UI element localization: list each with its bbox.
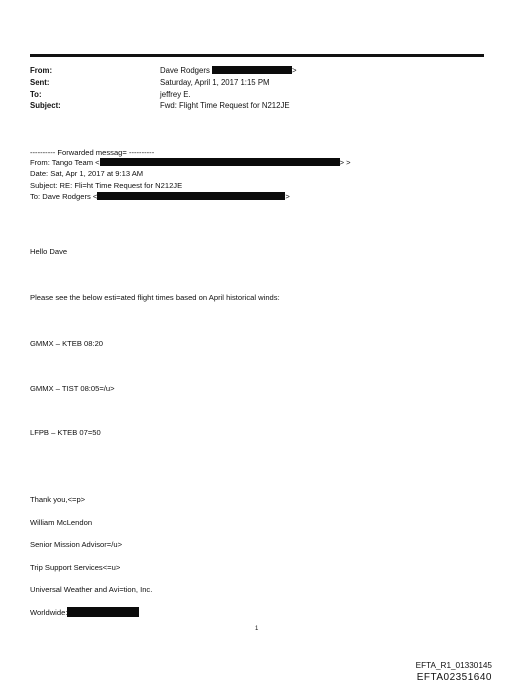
page-number: 1: [255, 626, 259, 632]
worldwide-line: Worldwide:: [30, 607, 139, 618]
sent-value: Saturday, April 1, 2017 1:15 PM: [160, 78, 270, 87]
redaction-bar: [212, 66, 292, 74]
route-1: GMMX – KTEB 08:20: [30, 339, 104, 348]
forward-to: To: Dave Rodgers < >: [30, 192, 290, 201]
header-rule: [30, 54, 484, 57]
forward-divider: ---------- Forwarded messag= ----------: [30, 148, 155, 157]
forward-date: Date: Sat, Apr 1, 2017 at 9:13 AM: [30, 169, 144, 178]
forward-from: From: Tango Team < > >: [30, 158, 351, 167]
thanks-line: Thank you,<=p>: [30, 495, 86, 504]
from-value: Dave Rodgers >: [160, 66, 297, 75]
redaction-bar: [67, 607, 139, 617]
intro-text: Please see the below esti=ated flight times based on April historical winds:: [30, 293, 280, 302]
footer-id-2: EFTA02351640: [416, 672, 492, 683]
to-value: jeffrey E.: [160, 90, 191, 99]
to-label: To:: [30, 90, 42, 99]
signature-name: William McLendon: [30, 518, 93, 527]
sent-label: Sent:: [30, 78, 50, 87]
greeting: Hello Dave: [30, 247, 68, 256]
redaction-bar: [97, 192, 285, 200]
redaction-bar: [100, 158, 340, 166]
footer-id-1: EFTA_R1_01330145: [415, 661, 492, 670]
signature-company: Universal Weather and Avi=tion, Inc.: [30, 585, 153, 594]
forward-subject: Subject: RE: Fli=ht Time Request for N212JE: [30, 181, 183, 190]
subject-value: Fwd: Flight Time Request for N212JE: [160, 101, 290, 110]
from-label: From:: [30, 66, 53, 75]
signature-title: Senior Mission Advisor=/u>: [30, 540, 123, 549]
route-3: LFPB – KTEB 07=50: [30, 428, 101, 437]
route-2: GMMX – TIST 08:05=/u>: [30, 384, 115, 393]
signature-dept: Trip Support Services<=u>: [30, 563, 121, 572]
subject-label: Subject:: [30, 101, 61, 110]
